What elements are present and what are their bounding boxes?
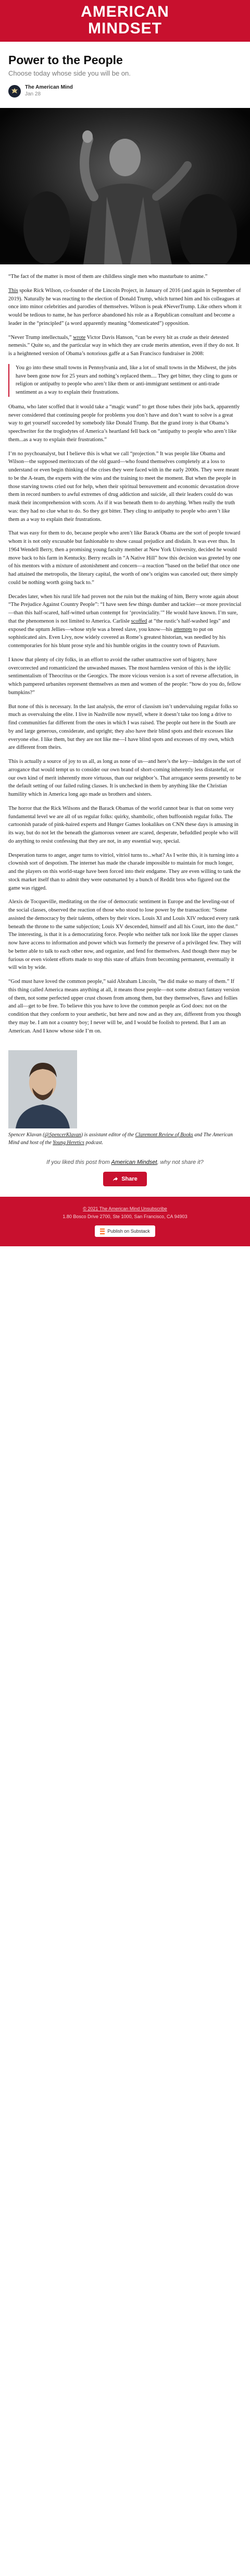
footer-copyright[interactable]: © 2021 The American Mind Unsubscribe: [83, 1206, 167, 1212]
share-arrow-icon: [113, 1176, 118, 1182]
publication-name: The American Mind: [8, 1132, 233, 1146]
newsletter-link[interactable]: American Mindset: [111, 1159, 157, 1166]
article-paragraph: I’m no psychoanalyst, but I believe this is what we call “projection.” It was people like Obama and Wilson—the supposed meritocrats of the old guard—who found themselves completely at a loss to understand or even begin thinking of the crises they were faced with in the early 2000s. They were meant to be the A-team, the experts with the wins and the training to meet the moment. But when the people in those starving towns cried out for help, when their spiritual bereavement and economic devastation drove them in record numbers to awful extremes of drug addiction and suicide, all their leaders could do was mask their incomprehension with scorn. As if it was beneath them to do anything. When really the truth was: they had no clue what to do. So they got bitter. They cling to antipathy to people who aren’t like them as a way to explain their frustrations.: [8, 451, 239, 523]
eagle-icon: [10, 87, 19, 95]
article-paragraph: This is actually a source of joy to us all, as long as none of us—and here’s the key—indulges in the sort of arrogance that would tempt us to consider our own brand of short-coming inherently less distasteful, or our own kind of merit inherently more virtuous, than our neighbor’s. That arrogance seems presently to be the default setting of our failed ruling classes. It is unchecked in them by anything like the Christian humility which in America long ago made us brothers and sisters.: [8, 759, 241, 797]
article-paragraph: Desperation turns to anger, anger turns to vitriol, vitriol turns to...what? As I write this, it is turning into a clownish sort of despotism. The internet has made the charade impossible to maintain for much longer, and the players on this world-stage have been forced into their endgame. They are even willing to tank the stock market itself than to admit they were outsmarted by a bunch of Reddit bros who figured out the game was rigged.: [8, 852, 241, 891]
inline-link[interactable]: scoffed: [131, 618, 147, 624]
share-area: [0, 1150, 250, 1197]
post-title: Power to the People: [8, 53, 123, 67]
article-paragraph: This spoke Rick Wilson, co-founder of the Lincoln Project, in January of 2016 (and again in September of 2019). Naturally he was reacting to the election of Donald Trump, which turned him and his colleagues at once into minor celebrities and parodies of themselves. Wilson is peak #NeverTrump. Like others whom it would be tedious to name, he has perforce abandoned his role as a Republican consultant and become a leader in the “principled” (a word apparently meaning “domesticated”) opposition.: [8, 287, 242, 326]
substack-badge[interactable]: [95, 1225, 155, 1237]
quote-text: You go into these small towns in Pennsylvania and, like a lot of small towns in the Midwest, the jobs have been gone now for 25 years and nothing’s replaced them.... They get bitter, they cling to guns or religion or antipathy to people who aren’t like them or anti-immigrant sentiment or anti-trade sentiment as a way to explain their frustrations.: [16, 364, 238, 395]
footer-address: 1.80 Bosco Drive 2700, Ste 1000, San Francisco, CA 94903: [63, 1213, 188, 1219]
footer: [0, 1197, 250, 1246]
blockquote: [8, 364, 242, 397]
article-paragraph: But none of this is necessary. In the last analysis, the error of classism isn’t undervaluing regular folks so much as overvaluing the elite. I live in Nashville now myself, where it doesn’t take too long a drive to find communities far different from the ones in which I was raised. The people out here in the South are by and large generous, considerate, and upright; they also have their blind spots and their excesses like everyone else. I like them, but they are not like me—I have blind spots and excesses of my own, which are different from theirs.: [8, 703, 238, 751]
post-subtitle: Choose today whose side you will be on.: [8, 69, 131, 77]
byline-meta: [25, 84, 73, 98]
article-paragraph: Obama, who later scoffed that it would take a “magic wand” to get those tubes their jobs back, apparently never considered that continuing people for problems you don’t have and don’t want to solve is a great way to get yourself succeeded by somebody like Donald Trump. But the grand irony is that Obama’s speechwriter for the troglodytes of America’s heartland fell back on “antipathy to people who aren’t like them...as a way to explain their frustrations.”: [8, 404, 240, 443]
hero-image: [0, 108, 250, 264]
byline-author[interactable]: The American Mind: [25, 84, 73, 90]
article-paragraph: I know that plenty of city folks, in an effort to avoid the rather unattractive sort of bigotry, have overcorrected and romanticized the unwashed masses. The most harmless version of this is the idyllic sentimentalism of Theocritus or the Georgics. The more vicious version is a sort of reverse affectation, in which pampered urbanites represent themselves as men and women of the people: “how do you do, fellow bumpkins?”: [8, 657, 241, 696]
article-paragraph: “Never Trump intellectuals,” wrote Victor Davis Hanson, “can be every bit as crude as their detested nemesis.” Quite so, and the particular way in which they are crude merits attention, even if they do not. It is a heightened version of Obama’s notorious gaffe at a San Francisco fundraiser in 2008:: [8, 334, 239, 357]
publication-link[interactable]: Claremont Review of Books: [135, 1132, 193, 1138]
substack-badge-label: Publish on Substack: [107, 1229, 150, 1234]
inline-link[interactable]: attempts: [173, 626, 192, 633]
brand-line-1: AMERICAN: [81, 3, 169, 20]
author-box: [0, 1041, 250, 1150]
article-paragraph: The horror that the Rick Wilsons and the Barack Obamas of the world cannot bear is that on some very fundamental level we are all of us regular folks: quirky, shambolic, often buffoonish regular folks. The cartoonish parade of pink-haired experts and Hunger Games lookalikes on CNN these days is amusing in its way, but do not let the beneath the glamorous veneer are scared, desperate, befuddled people who will do anything to resist confessing that they are not, in any essential way, special.: [8, 805, 239, 844]
byline: [8, 84, 242, 98]
article-paragraph: Decades later, when his rural life had proven not the ruin but the making of him, Berry wrote again about “The Prejudice Against Country People”: “I have seen few things dumber and tackier—or more provincial—than this half-scared, half-witted urban contempt for ‘provinciality.’” He would have known. I’m sure, that the phenomenon is not limited to America. Carlisle scoffed at “the rustic’s half-washed legs” and exposed the upturn Jellies—whose style was a breed slave, you know—his attempts to put on sophisticated airs. Even Livy, now widely covered as Rome’s greatest historian, was needled by his contemporaries for his blunt prose style and his humble origins in the country town of Patavium.: [8, 593, 242, 649]
brand-line-2: MINDSET: [88, 20, 162, 37]
byline-date: Jan 28: [25, 91, 41, 97]
hero-photo-illustration: [0, 108, 250, 264]
article-paragraph: “God must have loved the common people,” said Abraham Lincoln, “he did make so many of them.” If this thing called America means anything at all, it means those people—not some abstract fantasy version of them, not some perfected upper crust chosen from among them, but they themselves, flaws and follies and all—get to be free. To believe this you have to love the common people as God does: not on the condition that they conform to your aesthetic, but here and now and as they are, different from you though they may be. I am not a country boy; I never will be, and I would be foolish to pretend. But I am an American. And I know whose side I’m on.: [8, 979, 241, 1034]
substack-icon: [100, 1229, 105, 1234]
author-avatar[interactable]: [8, 85, 21, 98]
share-prompt: If you liked this post from American Mindset, why not share it?: [46, 1159, 204, 1166]
article-paragraph: Alexis de Tocqueville, meditating on the rise of democratic sentiment in Europe and the leveling-out of the social classes, observed the reaction of those who stood to lose power by the transaction: “Some assisted the democracy by their talents, others by their vices. Louis XI and Louis XIV reduced every rank beneath the throne to the same subjection; Louis XV descended, himself and all his Court, into the dust.” The interesting, is that it is a democratizing force. People who neither talk nor look like the upper classes now have access to information and power which was formerly the preserve of a privileged few. They will be better able to talk to each other now, and organize, and fend for themselves. And though there may be furious or even violent efforts made to stop this state of affairs from becoming permanent, eventually it will win by wide.: [8, 899, 241, 971]
masthead[interactable]: [0, 0, 250, 42]
inline-link[interactable]: This: [8, 287, 18, 294]
share-button-label: Share: [121, 1176, 138, 1183]
article-paragraph: “The fact of the matter is most of them are childless single men who masturbate to anime.”: [8, 274, 208, 280]
author-portrait: [8, 1050, 77, 1128]
author-photo: [8, 1050, 77, 1128]
share-button[interactable]: [103, 1172, 147, 1186]
article-paragraph: That was easy for them to do, because people who aren’t like Barack Obama are the sort of people toward whom it is not only excusable but fashionable to show casual prejudice and disdain. It was ever thus. In 1964 Wendell Berry, then a promising young faculty member at New York University, decided he would move back to his farm in Kentucky. Berry recalls in “A Native Hill” how this decision was greeted by one of his mentors with a mixture of astonishment and concern—a reaction “based on the belief that once one had attained the metropolis, the literary capital, the worth of one’s origins was canceled out; there simply could be nothing worth going back to.”: [8, 530, 241, 586]
author-caption: Spencer Klavan (@SpencerKlavan) is assistant editor of the Claremont Review of Books and The American Mind and host of the Young Heretics podcast.: [8, 1132, 233, 1146]
article-body: [0, 264, 250, 1035]
author-name: Spencer Klavan: [8, 1132, 42, 1138]
podcast-link[interactable]: Young Heretics: [53, 1139, 84, 1146]
author-twitter-link[interactable]: @SpencerKlavan: [44, 1132, 81, 1138]
post-header: [0, 42, 250, 103]
inline-link[interactable]: wrote: [73, 334, 86, 341]
